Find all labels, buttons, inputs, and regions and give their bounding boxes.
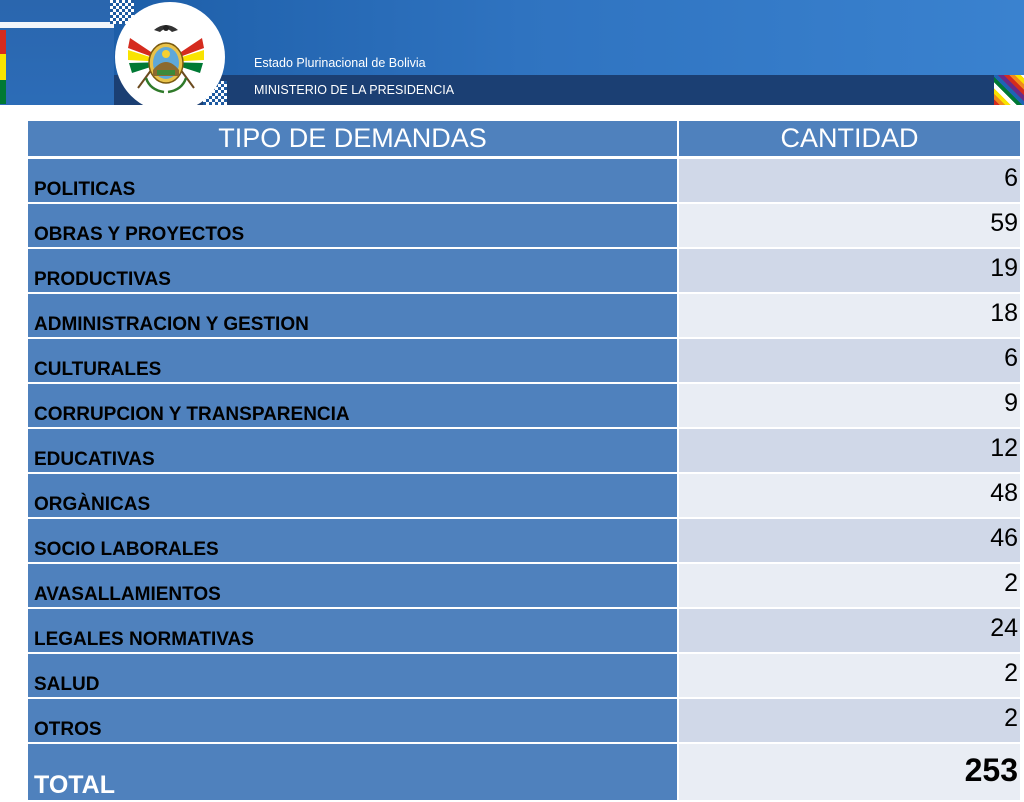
demand-type-cell: ADMINISTRACION Y GESTION xyxy=(28,294,679,339)
demand-type-cell: SALUD xyxy=(28,654,679,699)
table-row xyxy=(28,339,1020,384)
column-header-type: TIPO DE DEMANDAS xyxy=(28,121,679,159)
demand-type-cell: EDUCATIVAS xyxy=(28,429,679,474)
demand-type-cell: AVASALLAMIENTOS xyxy=(28,564,679,609)
table-header-row xyxy=(28,121,1020,159)
table-row xyxy=(28,474,1020,519)
demand-type-cell: POLITICAS xyxy=(28,159,679,204)
header xyxy=(0,0,1024,106)
total-value: 253 xyxy=(679,744,1020,802)
demand-count-cell: 12 xyxy=(679,429,1020,474)
table-row xyxy=(28,384,1020,429)
demand-type-cell: SOCIO LABORALES xyxy=(28,519,679,564)
demand-count-cell: 48 xyxy=(679,474,1020,519)
demand-type-cell: CORRUPCION Y TRANSPARENCIA xyxy=(28,384,679,429)
demand-type-cell: ORGÀNICAS xyxy=(28,474,679,519)
demand-count-cell: 6 xyxy=(679,159,1020,204)
demand-type-cell: CULTURALES xyxy=(28,339,679,384)
demand-count-cell: 46 xyxy=(679,519,1020,564)
total-label: TOTAL xyxy=(28,744,679,802)
total-row xyxy=(28,744,1020,802)
column-header-count: CANTIDAD xyxy=(679,121,1020,159)
demand-count-cell: 2 xyxy=(679,564,1020,609)
demands-table xyxy=(28,121,1020,802)
demand-count-cell: 9 xyxy=(679,384,1020,429)
table-row xyxy=(28,519,1020,564)
bolivia-flag-icon xyxy=(0,30,6,104)
header-left-block xyxy=(0,0,114,105)
state-name: Estado Plurinacional de Bolivia xyxy=(254,56,426,70)
demand-type-cell: OBRAS Y PROYECTOS xyxy=(28,204,679,249)
demand-type-cell: OTROS xyxy=(28,699,679,744)
table-row xyxy=(28,564,1020,609)
demand-type-cell: PRODUCTIVAS xyxy=(28,249,679,294)
table-row xyxy=(28,159,1020,204)
header-strip xyxy=(0,22,114,28)
ministry-name: MINISTERIO DE LA PRESIDENCIA xyxy=(254,83,455,97)
demand-count-cell: 59 xyxy=(679,204,1020,249)
demand-count-cell: 24 xyxy=(679,609,1020,654)
demand-count-cell: 18 xyxy=(679,294,1020,339)
demand-count-cell: 6 xyxy=(679,339,1020,384)
demand-type-cell: LEGALES NORMATIVAS xyxy=(28,609,679,654)
header-band-top xyxy=(110,0,1024,75)
wiphala-flag-icon xyxy=(994,75,1024,105)
demand-count-cell: 19 xyxy=(679,249,1020,294)
header-band-bottom xyxy=(110,75,1024,105)
table-row xyxy=(28,294,1020,339)
demand-count-cell: 2 xyxy=(679,654,1020,699)
table-row xyxy=(28,204,1020,249)
bolivia-coat-of-arms-icon xyxy=(124,18,208,102)
table-row xyxy=(28,699,1020,744)
table-row xyxy=(28,654,1020,699)
table-row xyxy=(28,609,1020,654)
table-row xyxy=(28,429,1020,474)
demand-count-cell: 2 xyxy=(679,699,1020,744)
table-row xyxy=(28,249,1020,294)
